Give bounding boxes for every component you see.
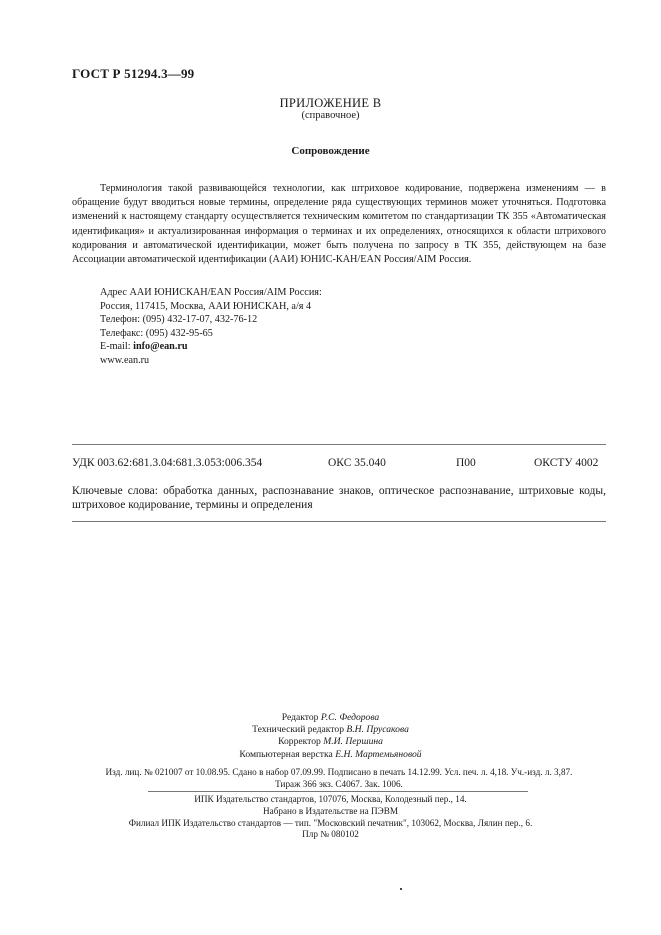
p-code: П00: [456, 457, 476, 469]
address-block: [100, 286, 322, 368]
keywords: Ключевые слова: обработка данных, распознавание знаков, оптическое распознавание, штриховые коды, штриховое кодирование, термины и определения: [72, 485, 606, 511]
layout-row: Компьютерная верстка Е.Н. Мартемьяновой: [239, 748, 422, 760]
divider-top: [72, 444, 606, 445]
footer-line-3: Филиал ИПК Издательство стандартов — тип. "Московский печатник", 103062, Москва, Лялин пер., 6.: [128, 817, 533, 828]
scan-dot: [400, 888, 402, 890]
footer-line-2: Набрано в Издательстве на ПЭВМ: [262, 805, 399, 816]
footer-line-4: Плр № 080102: [302, 829, 359, 840]
publisher-footer: [0, 794, 661, 841]
address-web[interactable]: www.ean.ru: [100, 354, 150, 366]
tech-editor-row: Технический редактор В.Н. Прусакова: [252, 724, 409, 736]
appendix-subtitle: (справочное): [301, 110, 360, 121]
body-paragraph: [72, 182, 606, 267]
oks-code: ОКС 35.040: [328, 457, 386, 469]
publication-info: [72, 766, 606, 790]
standard-number: ГОСТ Р 51294.3—99: [72, 66, 195, 81]
publication-line-2: Тираж 366 экз. С4067. Зак. 1006.: [275, 779, 403, 789]
editor-row: Редактор Р.С. Федорова: [281, 712, 380, 723]
address-fax: Телефакс: (095) 432-95-65: [100, 327, 213, 339]
email-link[interactable]: info@ean.ru: [133, 341, 188, 353]
publication-line-1: Изд. лиц. № 021007 от 10.08.95. Сдано в набор 07.09.99. Подписано в печать 14.12.99. Усл. печ. л. 4,18. Уч.-изд. л. 3,87.: [105, 767, 573, 777]
corrector-row: Корректор М.И. Першина: [278, 736, 383, 748]
body-paragraph-text: Терминология такой развивающейся технологии, как штриховое кодирование, подвержена изменениям — в обращение будут вводиться новые термины, определение ряда существующих терминов может уточняться. Подготовка изменений к настоящему стандарту осуществляется техническим комитетом по стандартизации ТК 355 «Автоматическая идентификация» и актуализированная информация о терминах и их определениях, относящихся к области штрихового кодирования и автоматической идентификации, может быть получена по запросу в ТК 355, действующем на базе Ассоциации автоматической идентификации (ААИ) ЮНИС-КАН/EAN Россия/AIM Россия.: [72, 183, 606, 266]
address-phone: Телефон: (095) 432-17-07, 432-76-12: [100, 314, 258, 326]
divider-footer: [148, 791, 528, 792]
appendix-title: ПРИЛОЖЕНИЕ В: [279, 96, 382, 110]
editors-block: [0, 712, 661, 761]
address-line-2: Россия, 117415, Москва, ААИ ЮНИСКАН, а/я 4: [100, 300, 312, 312]
section-title: Сопровождение: [291, 145, 370, 157]
footer-line-1: ИПК Издательство стандартов, 107076, Москва, Колодезный пер., 14.: [194, 794, 467, 804]
email-label: E-mail:: [100, 341, 131, 353]
divider-bottom: [72, 521, 606, 522]
okstu-code: ОКСТУ 4002: [534, 457, 599, 469]
udk-code: УДК 003.62:681.3.04:681.3.053:006.354: [72, 457, 263, 469]
address-line-1: Адрес ААИ ЮНИСКАН/EAN Россия/AIM Россия:: [100, 287, 322, 298]
address-email-row: [100, 340, 322, 354]
